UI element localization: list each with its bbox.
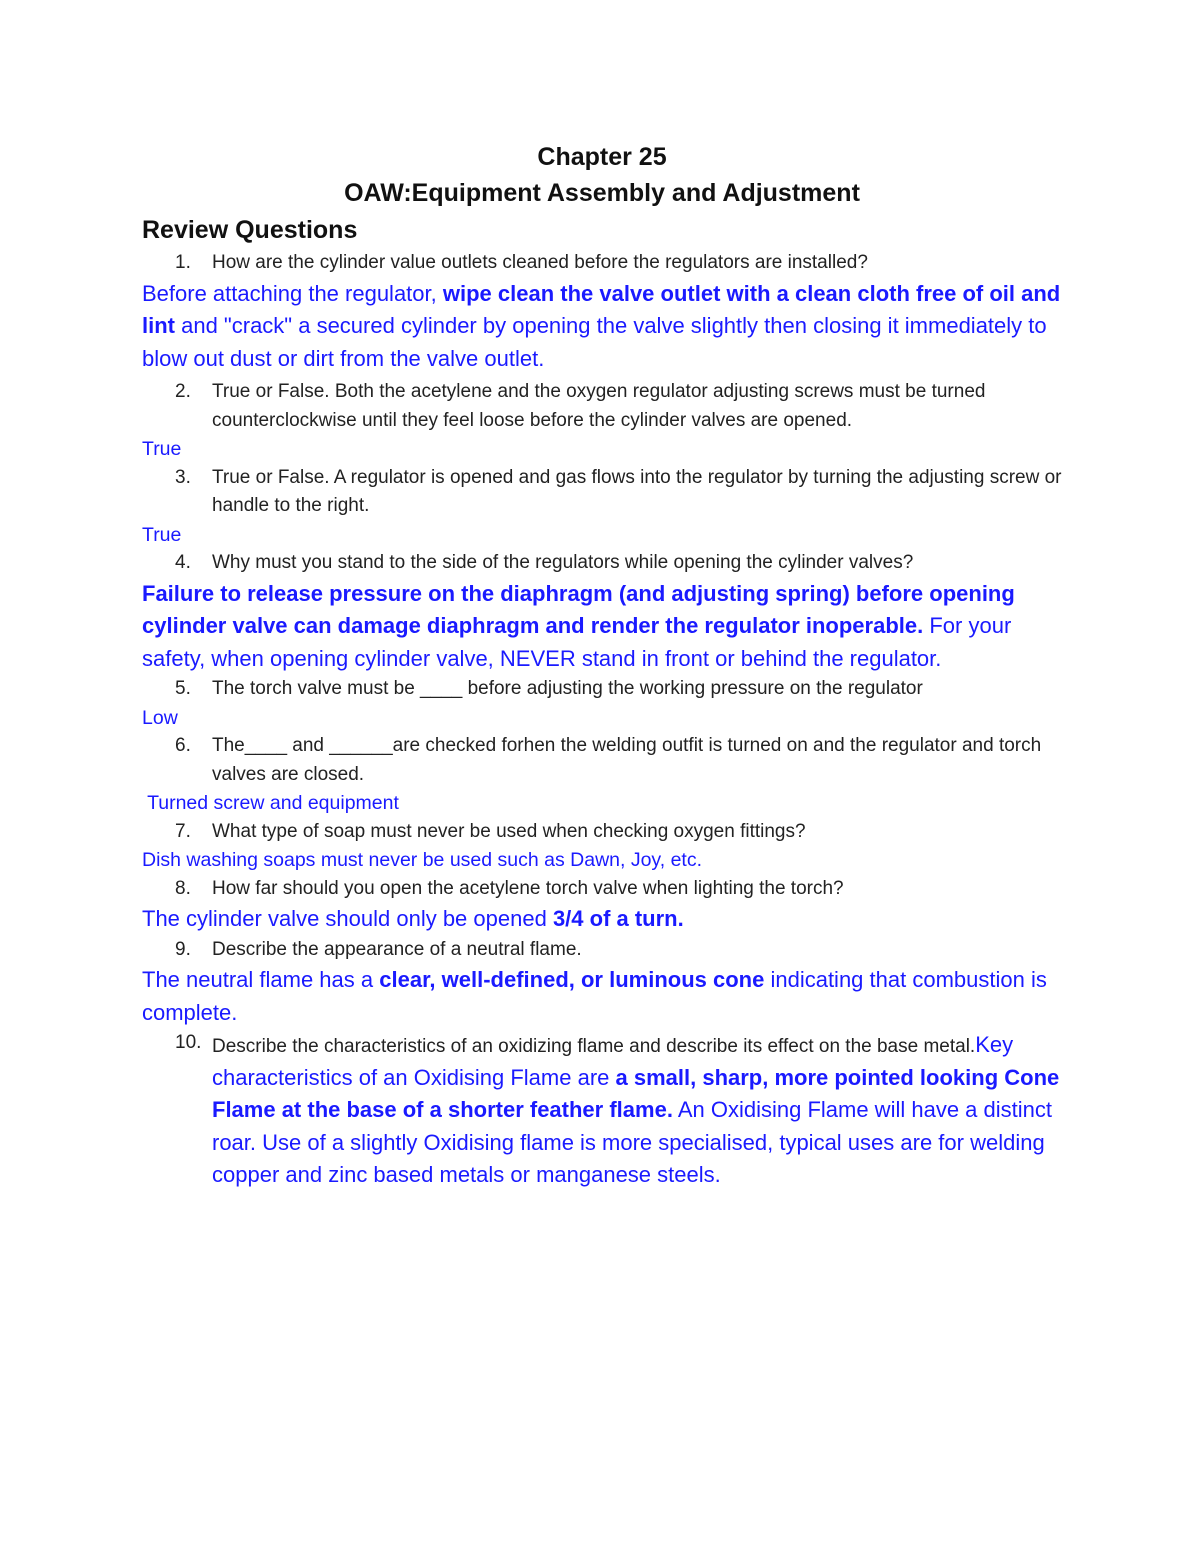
question-1 xyxy=(142,249,1062,278)
question-5 xyxy=(142,675,1062,704)
answer-5: Low xyxy=(142,706,178,729)
answer-6 xyxy=(142,789,1062,818)
document-title: OAW:Equipment Assembly and Adjustment xyxy=(344,179,860,207)
question-3 xyxy=(142,464,1062,521)
question-4 xyxy=(142,549,1062,578)
question-number: 2. xyxy=(175,381,191,402)
question-number: 1. xyxy=(175,252,191,273)
question-number: 3. xyxy=(175,466,191,488)
question-text: Why must you stand to the side of the regulators while opening the cylinder valves? xyxy=(212,552,914,573)
answer-text: Turned screw and equipment xyxy=(142,792,399,814)
question-text: True or False. Both the acetylene and the oxygen regulator adjusting screws must be turned counterclockwise until they feel loose before the cylinder valves are opened. xyxy=(212,381,986,431)
section-heading: Review Questions xyxy=(142,216,358,244)
answer-4 xyxy=(142,578,1062,676)
answer-bold-text: 3/4 of a turn. xyxy=(552,906,684,931)
answer-text: The neutral flame has a xyxy=(142,967,380,992)
question-text: How far should you open the acetylene torch valve when lighting the torch? xyxy=(212,877,844,899)
question-number: 10. xyxy=(175,1032,202,1053)
answer-bold-text: a small, sharp, more pointed looking Cone Flame at the base of a shorter feather flame. xyxy=(212,1064,1060,1122)
answer-text: The cylinder valve should only be opened xyxy=(142,906,553,931)
question-number: 5. xyxy=(175,678,191,699)
answer-text: For your safety, when opening cylinder valve, NEVER stand in front or behind the regulator. xyxy=(142,613,1012,671)
question-number: 6. xyxy=(175,735,191,756)
answer-9 xyxy=(142,964,1062,1029)
question-8 xyxy=(142,875,1062,904)
question-number: 8. xyxy=(175,877,191,899)
question-text: Describe the appearance of a neutral flame. xyxy=(212,938,582,960)
question-text: The____ and ______are checked forhen the welding outfit is turned on and the regulator and torch valves are closed. xyxy=(212,735,1042,785)
chapter-heading: Chapter 25 xyxy=(537,143,667,171)
question-number: 7. xyxy=(175,820,191,842)
question-9 xyxy=(142,936,1062,965)
question-number: 9. xyxy=(175,938,191,960)
question-text: Describe the characteristics of an oxidizing flame and describe its effect on the base metal. xyxy=(212,1036,976,1057)
question-text: What type of soap must never be used when checking oxygen fittings? xyxy=(212,820,806,842)
answer-3: True xyxy=(142,523,182,546)
question-text: True or False. A regulator is opened and gas flows into the regulator by turning the adjusting screw or handle to the right. xyxy=(212,466,1062,516)
question-10 xyxy=(142,1029,1062,1192)
answer-bold-text: clear, well-defined, or luminous cone xyxy=(379,967,765,992)
answer-text: indicating that combustion is complete. xyxy=(142,967,1047,1025)
question-text: The torch valve must be ____ before adjusting the working pressure on the regulator xyxy=(212,678,923,699)
answer-text: Key characteristics of an Oxidising Flame are xyxy=(212,1032,1014,1090)
answer-text: An Oxidising Flame will have a distinct roar. Use of a slightly Oxidising flame is more specialised, typical uses are for welding copper and zinc based metals or manganese steels. xyxy=(212,1097,1052,1187)
answer-8 xyxy=(142,903,1062,936)
question-number: 4. xyxy=(175,552,191,573)
answer-bold-text: Failure to release pressure on the diaphragm (and adjusting spring) before opening cylinder valve can damage diaphragm and render the regulator inoperable. xyxy=(142,580,1015,638)
document-page xyxy=(142,140,1062,1192)
answer-text: and "crack" a secured cylinder by opening the valve slightly then closing it immediately to blow out dust or dirt from the valve outlet. xyxy=(142,313,1047,371)
answer-text: Before attaching the regulator, xyxy=(142,280,443,306)
question-text: How are the cylinder value outlets cleaned before the regulators are installed? xyxy=(212,252,868,273)
question-6 xyxy=(142,732,1062,789)
answer-2: True xyxy=(142,438,182,460)
question-2 xyxy=(142,378,1062,435)
question-7 xyxy=(142,818,1062,847)
answer-7: Dish washing soaps must never be used such as Dawn, Joy, etc. xyxy=(142,849,702,871)
answer-bold-text: wipe clean the valve outlet with a clean cloth free of oil and lint xyxy=(142,280,1061,338)
answer-1 xyxy=(142,278,1062,376)
